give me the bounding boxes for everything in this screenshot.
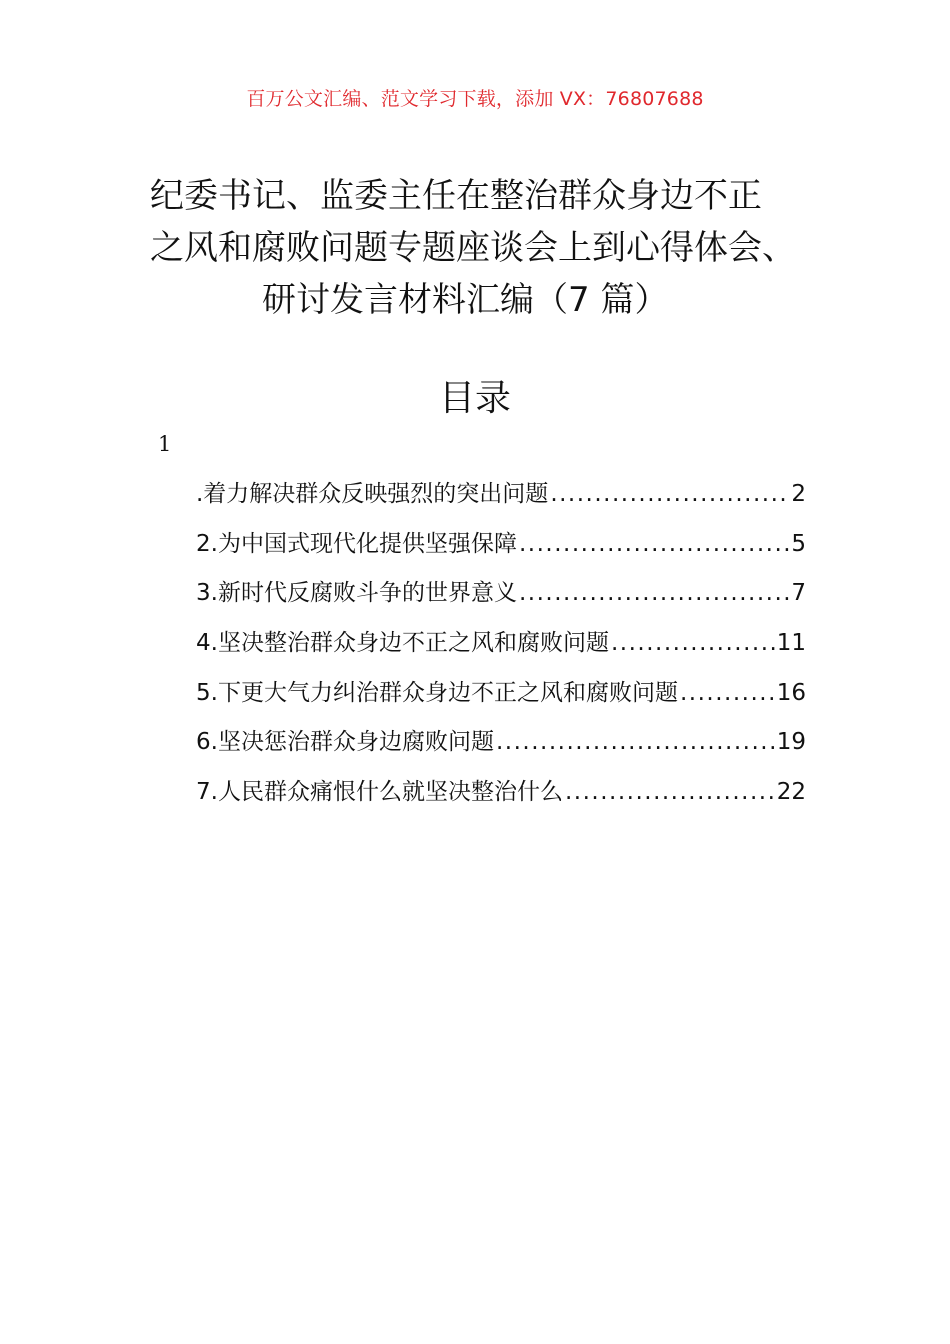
toc-leader-dots <box>680 680 775 706</box>
toc-leader-dots <box>519 531 789 557</box>
toc-entry[interactable] <box>196 475 806 525</box>
toc-entry-label: 4.坚决整治群众身边不正之风和腐败问题 <box>196 630 609 657</box>
title-line-2: 之风和腐败问题专题座谈会上到心得体会、 <box>150 228 796 268</box>
toc-stray-number: 1 <box>158 432 172 456</box>
toc-entry-label: 7.人民群众痛恨什么就坚决整治什么 <box>196 779 563 806</box>
toc-entry-page: 5 <box>791 530 806 557</box>
toc-entry-page: 2 <box>791 481 806 507</box>
toc-entry-label: 5.下更大气力纠治群众身边不正之风和腐败问题 <box>196 679 678 706</box>
document-title <box>150 170 840 326</box>
toc-entry[interactable] <box>196 574 806 624</box>
toc-entry[interactable] <box>196 723 806 773</box>
toc-entry-page: 16 <box>776 679 806 706</box>
toc-leader-dots <box>496 729 775 755</box>
toc-entry-label: .着力解决群众反映强烈的突出问题 <box>196 481 549 507</box>
promo-banner: 百万公文汇编、范文学习下载，添加 VX：76807688 <box>246 88 704 110</box>
toc-entry[interactable] <box>196 624 806 674</box>
toc-entry-page: 19 <box>776 729 806 756</box>
toc-entry[interactable] <box>196 773 806 823</box>
toc-entry-page: 7 <box>791 580 806 607</box>
toc-entry[interactable] <box>196 674 806 724</box>
toc-leader-dots <box>611 630 775 656</box>
toc-leader-dots <box>550 481 789 507</box>
toc-entry-page: 11 <box>776 630 806 657</box>
toc-heading: 目录 <box>438 378 511 419</box>
title-line-1: 纪委书记、监委主任在整治群众身边不正 <box>150 176 762 216</box>
table-of-contents <box>196 475 806 823</box>
toc-leader-dots <box>565 779 775 805</box>
toc-entry-label: 2.为中国式现代化提供坚强保障 <box>196 530 517 557</box>
title-line-3: 研讨发言材料汇编（7 篇） <box>262 280 669 320</box>
toc-leader-dots <box>519 580 789 606</box>
toc-entry[interactable] <box>196 525 806 575</box>
toc-entry-page: 22 <box>776 779 806 806</box>
toc-entry-label: 3.新时代反腐败斗争的世界意义 <box>196 580 517 607</box>
toc-entry-label: 6.坚决惩治群众身边腐败问题 <box>196 729 494 756</box>
